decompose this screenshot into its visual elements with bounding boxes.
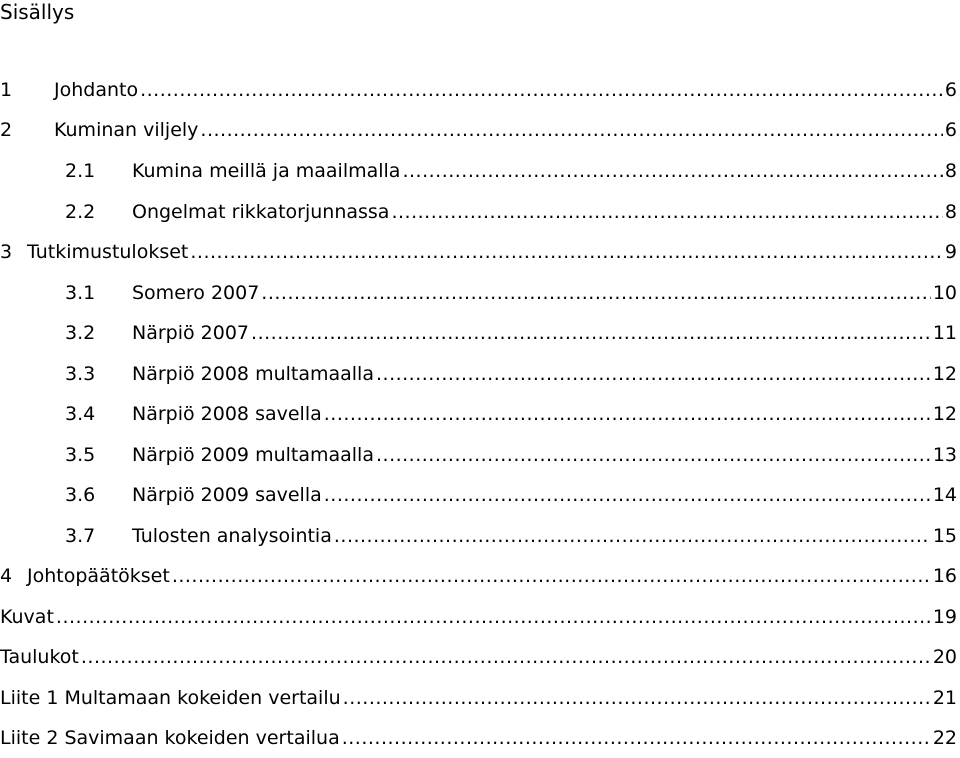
toc-entry-title: Liite 1 Multamaan kokeiden vertailu xyxy=(0,687,341,709)
toc-entry-title: Närpiö 2009 multamaalla xyxy=(132,444,374,466)
toc-dot-leader xyxy=(140,70,943,110)
toc-dot-leader xyxy=(376,354,931,394)
toc-dot-leader xyxy=(200,110,943,150)
toc-entry-number: 3 xyxy=(0,241,13,263)
toc-dot-leader xyxy=(56,597,931,637)
toc-entry-number: 1 xyxy=(0,79,13,101)
toc-dot-leader xyxy=(402,151,942,191)
toc-entry-page: 12 xyxy=(932,363,957,385)
toc-entry-title: Kuminan viljely xyxy=(54,119,199,141)
toc-dot-leader xyxy=(324,475,931,515)
toc-entry-number: 3.5 xyxy=(65,444,96,466)
toc-entry[interactable] xyxy=(65,394,957,434)
toc-dot-leader xyxy=(190,232,943,272)
toc-entry[interactable] xyxy=(65,354,957,394)
toc-entry-page: 14 xyxy=(932,484,957,506)
toc-entry[interactable] xyxy=(65,516,957,556)
toc-entry-title: Johtopäätökset xyxy=(27,565,170,587)
toc-entry-page: 8 xyxy=(944,160,957,182)
toc-entry-page: 13 xyxy=(932,444,957,466)
toc-entry-title: Tutkimustulokset xyxy=(27,241,189,263)
toc-entry-title: Somero 2007 xyxy=(132,282,260,304)
toc-entry-page: 22 xyxy=(932,727,957,749)
toc-dot-leader xyxy=(343,678,931,718)
toc-entry-title: Kumina meillä ja maailmalla xyxy=(132,160,401,182)
toc-entry-page: 20 xyxy=(932,646,957,668)
toc-entry-number: 4 xyxy=(0,565,13,587)
toc-entry-page: 21 xyxy=(932,687,957,709)
toc-entry-number: 2.1 xyxy=(65,160,96,182)
toc-entry-title: Närpiö 2009 savella xyxy=(132,484,322,506)
toc-dot-leader xyxy=(324,394,931,434)
toc-entry[interactable] xyxy=(65,435,957,475)
toc-dot-leader xyxy=(391,192,942,232)
toc-dot-leader xyxy=(81,637,931,677)
toc-entry-number: 3.2 xyxy=(65,322,96,344)
toc-entry[interactable] xyxy=(0,718,957,758)
toc-entry-page: 16 xyxy=(932,565,957,587)
toc-entry-page: 10 xyxy=(932,282,957,304)
toc-entry-title: Taulukot xyxy=(0,646,79,668)
toc-entry-page: 9 xyxy=(944,241,957,263)
toc-entry-title: Närpiö 2007 xyxy=(132,322,250,344)
toc-dot-leader xyxy=(376,435,931,475)
toc-entry-number: 3.6 xyxy=(65,484,96,506)
toc-entry-page: 19 xyxy=(932,606,957,628)
toc-entry-number: 3.4 xyxy=(65,403,96,425)
toc-entry-page: 6 xyxy=(944,79,957,101)
toc-entry-page: 15 xyxy=(932,525,957,547)
toc-entry-page: 6 xyxy=(944,119,957,141)
toc-entry[interactable] xyxy=(65,475,957,515)
toc-dot-leader xyxy=(334,516,931,556)
toc-entry-title: Kuvat xyxy=(0,606,54,628)
toc-entry[interactable] xyxy=(0,678,957,718)
toc-entry-page: 8 xyxy=(944,201,957,223)
toc-entry-number: 3.1 xyxy=(65,282,96,304)
toc-entry[interactable] xyxy=(65,151,957,191)
toc-entry[interactable] xyxy=(65,192,957,232)
toc-entry[interactable] xyxy=(0,637,957,677)
toc-entry-title: Johdanto xyxy=(54,79,139,101)
toc-entry-title: Ongelmat rikkatorjunnassa xyxy=(132,201,390,223)
toc-entry[interactable] xyxy=(0,70,957,110)
toc-entry-number: 2 xyxy=(0,119,13,141)
toc-entry[interactable] xyxy=(65,273,957,313)
toc-entry[interactable] xyxy=(65,313,957,353)
toc-dot-leader xyxy=(261,273,931,313)
toc-entry-title: Liite 2 Savimaan kokeiden vertailua xyxy=(0,727,340,749)
toc-entry[interactable] xyxy=(0,556,957,596)
toc-entry-title: Närpiö 2008 savella xyxy=(132,403,322,425)
toc-entry-number: 3.7 xyxy=(65,525,96,547)
toc-entry-title: Närpiö 2008 multamaalla xyxy=(132,363,374,385)
toc-entry[interactable] xyxy=(0,110,957,150)
toc-entry-number: 2.2 xyxy=(65,201,96,223)
toc-entry-number: 3.3 xyxy=(65,363,96,385)
toc-entry-page: 12 xyxy=(932,403,957,425)
toc-dot-leader xyxy=(172,556,931,596)
toc-entry-title: Tulosten analysointia xyxy=(132,525,332,547)
toc-entry[interactable] xyxy=(0,597,957,637)
toc-dot-leader xyxy=(251,313,931,353)
toc-heading: Sisällys xyxy=(0,0,75,24)
toc-dot-leader xyxy=(342,718,931,758)
toc-entry[interactable] xyxy=(0,232,957,272)
toc-entry-page: 11 xyxy=(932,322,957,344)
